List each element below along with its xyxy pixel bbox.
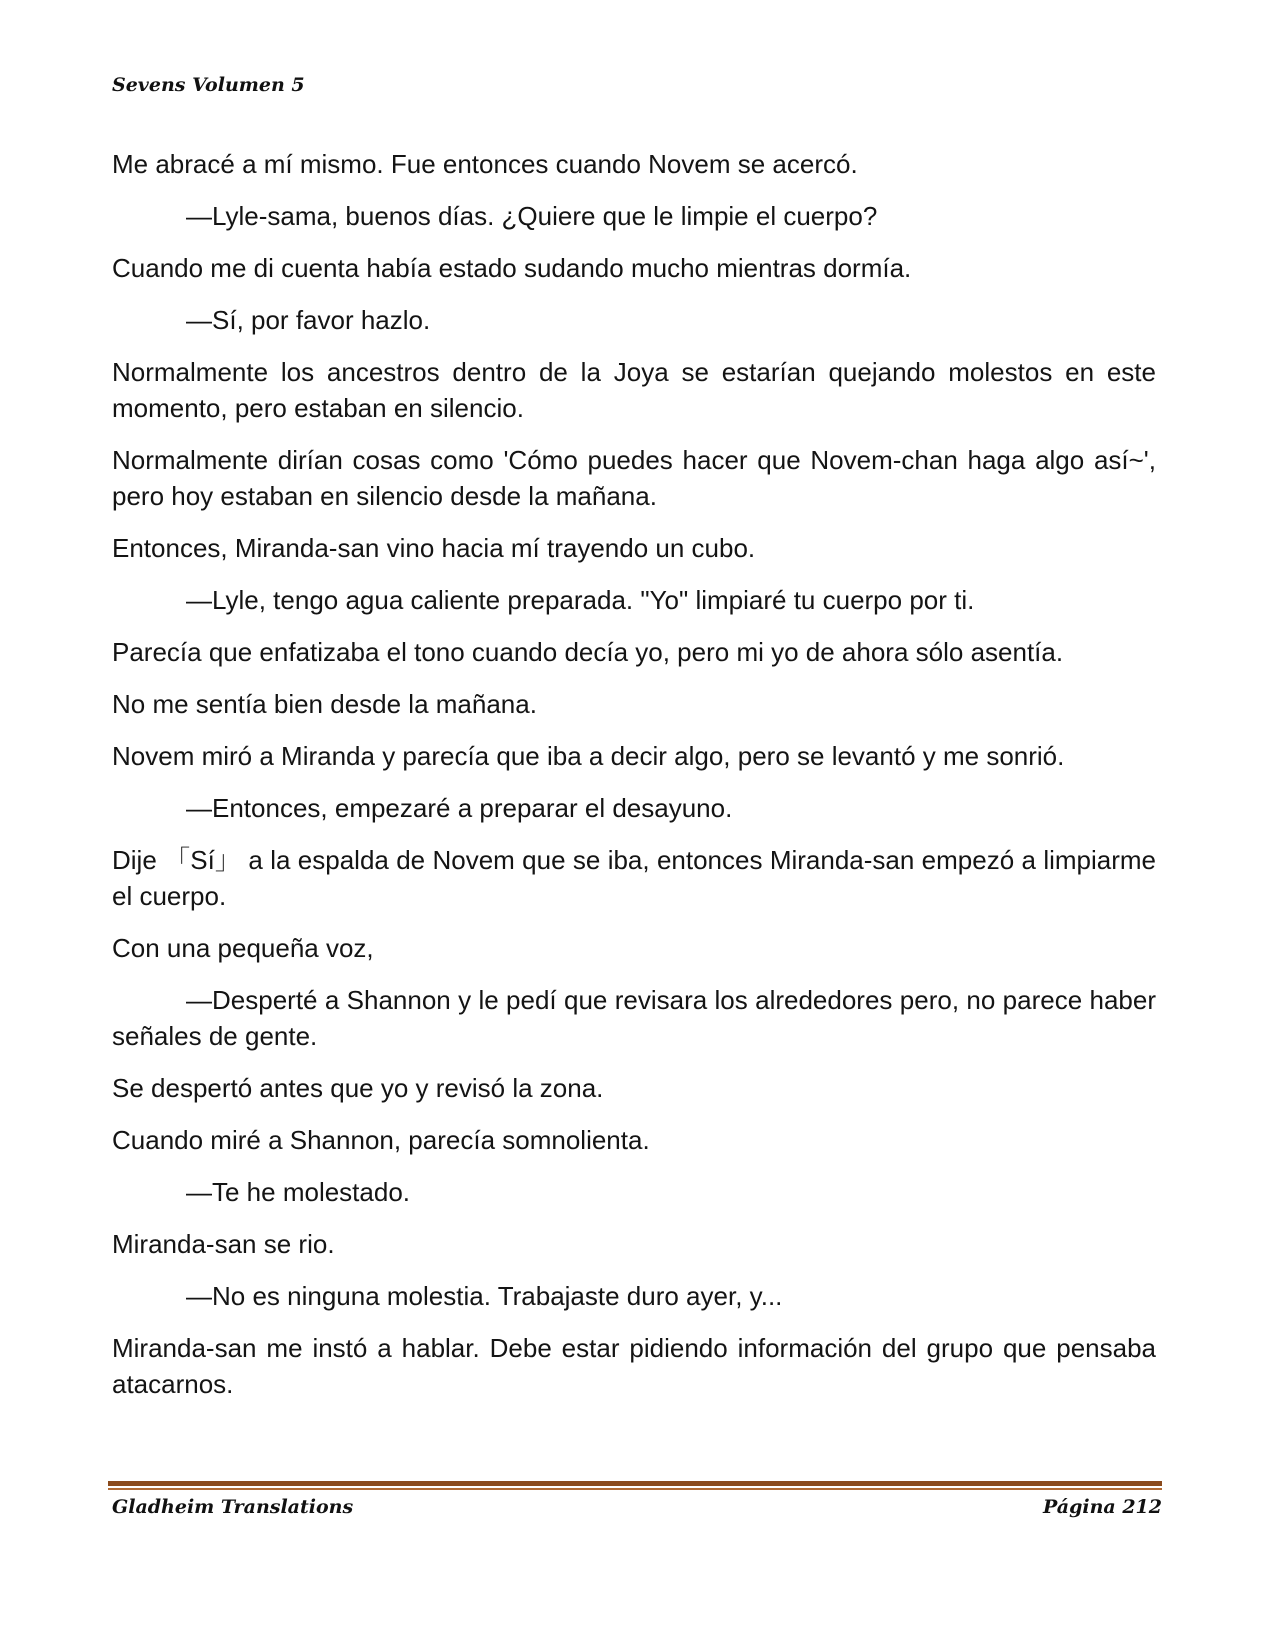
footer-divider-thin-line xyxy=(108,1488,1162,1490)
paragraph: Normalmente los ancestros dentro de la Joya se estarían quejando molestos en este momento, pero estaban en silencio. xyxy=(112,357,1156,423)
paragraph: Cuando me di cuenta había estado sudando mucho mientras dormía. xyxy=(112,253,912,283)
footer-translator-credit: Gladheim Translations xyxy=(112,1496,354,1518)
dialog-line: —No es ninguna molestia. Trabajaste duro ayer, y... xyxy=(186,1281,783,1311)
dialog-line: —Sí, por favor hazlo. xyxy=(186,305,431,335)
paragraph: Con una pequeña voz, xyxy=(112,933,374,963)
paragraph: Normalmente dirían cosas como 'Cómo puedes hacer que Novem-chan haga algo así~', pero hoy estaban en silencio desde la mañana. xyxy=(112,445,1156,511)
page-body xyxy=(112,146,1156,1418)
dialog-line: —Lyle, tengo agua caliente preparada. "Yo" limpiaré tu cuerpo por ti. xyxy=(186,585,975,615)
footer-divider xyxy=(108,1481,1162,1490)
paragraph: Dije 「Sí」 a la espalda de Novem que se iba, entonces Miranda-san empezó a limpiarme el cuerpo. xyxy=(112,845,1156,911)
paragraph: Miranda-san se rio. xyxy=(112,1229,335,1259)
paragraph: Parecía que enfatizaba el tono cuando decía yo, pero mi yo de ahora sólo asentía. xyxy=(112,637,1064,667)
paragraph: Novem miró a Miranda y parecía que iba a decir algo, pero se levantó y me sonrió. xyxy=(112,741,1065,771)
paragraph: Entonces, Miranda-san vino hacia mí trayendo un cubo. xyxy=(112,533,756,563)
paragraph: No me sentía bien desde la mañana. xyxy=(112,689,537,719)
paragraph: Miranda-san me instó a hablar. Debe estar pidiendo información del grupo que pensaba atacarnos. xyxy=(112,1333,1156,1399)
paragraph: Me abracé a mí mismo. Fue entonces cuando Novem se acercó. xyxy=(112,149,858,179)
footer-page-number: Página 212 xyxy=(1043,1496,1162,1518)
dialog-line: —Te he molestado. xyxy=(186,1177,411,1207)
dialog-line: —Lyle-sama, buenos días. ¿Quiere que le limpie el cuerpo? xyxy=(186,201,878,231)
page-header-title: Sevens Volumen 5 xyxy=(112,74,305,96)
paragraph: Cuando miré a Shannon, parecía somnolienta. xyxy=(112,1125,650,1155)
paragraph: Se despertó antes que yo y revisó la zona. xyxy=(112,1073,604,1103)
dialog-line: —Desperté a Shannon y le pedí que revisara los alrededores pero, no parece haber señales de gente. xyxy=(112,985,1156,1051)
dialog-line: —Entonces, empezaré a preparar el desayuno. xyxy=(186,793,733,823)
